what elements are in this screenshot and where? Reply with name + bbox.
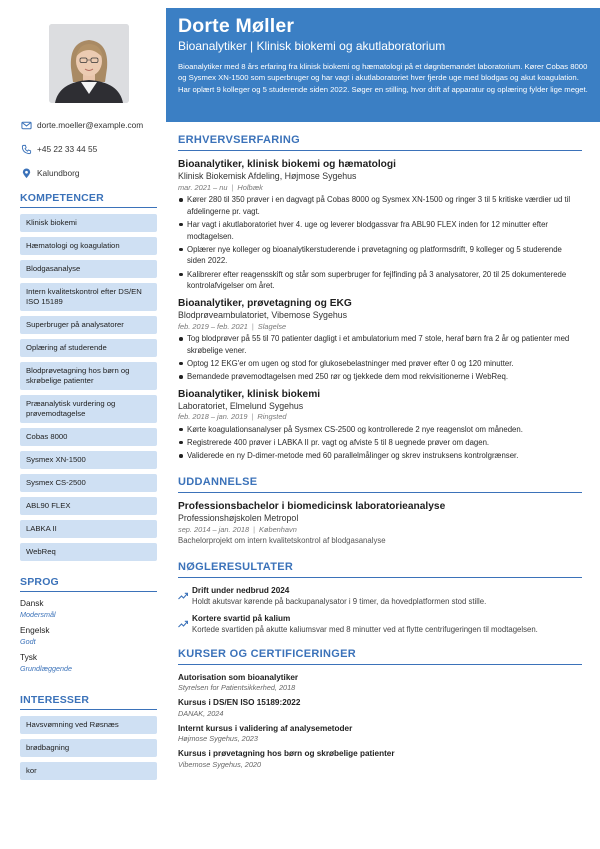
job-bullet: Tog blodprøver på 55 til 70 patienter dagligt i et ambulatorium med 7 stole, heraf børn fra 2 år og patienter med skrøbelige vener. <box>178 333 582 356</box>
competency-chip: Sysmex CS-2500 <box>20 474 157 492</box>
education-title: UDDANNELSE <box>178 476 582 493</box>
education-section <box>178 476 582 547</box>
interest-chip: Havsvømning ved Røsnæs <box>20 716 157 734</box>
competencies-list <box>20 214 157 561</box>
job-bullets <box>178 333 582 383</box>
job-title: Bioanalytiker, prøvetagning og EKG <box>178 298 352 310</box>
language-item <box>20 625 157 646</box>
interest-chip: kor <box>20 762 157 780</box>
job-bullet: Bemandede prøvemodtagelsen med 250 rør og tjekkede dem mod rekvisitionerne i WebReq. <box>178 371 582 383</box>
job-org: Laboratoriet, Elmelund Sygehus <box>178 401 304 412</box>
education-school: Professionshøjskolen Metropol <box>178 513 299 524</box>
languages-section <box>20 576 157 679</box>
sidebar <box>0 0 166 849</box>
education-desc: Bachelorprojekt om intern kvalitetskontrol af blodgasanalyse <box>178 535 386 545</box>
experience-title: ERHVERVSERFARING <box>178 134 582 151</box>
interests-section <box>20 694 157 785</box>
job-entry <box>178 159 582 292</box>
competency-chip: LABKA II <box>20 520 157 538</box>
person-title: Bioanalytiker | Klinisk biokemi og akutlaboratorium <box>178 39 446 54</box>
result-desc: Holdt akutsvar kørende på backupanalysator i 9 timer, da hovedplatformen stod stille. <box>192 597 487 607</box>
contact-location-text: Kalundborg <box>37 168 80 178</box>
job-bullet: Oplærer nye kolleger og bioanalytikerstuderende i prøvetagning og platformsdrift, 9 kolleger og 5 studerende siden 2022. <box>178 244 582 267</box>
result-item <box>178 586 582 608</box>
education-entry <box>178 501 582 547</box>
job-title: Bioanalytiker, klinisk biokemi og hæmatologi <box>178 159 396 170</box>
result-item <box>178 614 582 636</box>
competency-chip: Blodgasanalyse <box>20 260 157 278</box>
language-level: Grundlæggende <box>20 664 72 673</box>
contact-list <box>20 118 160 190</box>
trend-up-icon <box>178 614 192 636</box>
language-name: Engelsk <box>20 625 50 635</box>
language-item <box>20 598 157 619</box>
course-item <box>178 749 582 770</box>
main-column <box>178 134 582 775</box>
result-desc: Kortede svartiden på akutte kaliumsvar med 8 minutter ved at flytte centrifugeringen til modtagelsen. <box>192 625 538 635</box>
job-bullet: Validerede en ny D-dimer-metode med 60 parallelmålinger og skrev instruksens kontrolgrænser. <box>178 450 582 462</box>
competency-chip: Intern kvalitetskontrol efter DS/EN ISO 15189 <box>20 283 157 311</box>
course-meta: Højmose Sygehus, 2023 <box>178 734 258 744</box>
competency-chip: Blodprøvetagning hos børn og skrøbelige patienter <box>20 362 157 390</box>
language-item <box>20 652 157 673</box>
competencies-section <box>20 192 157 566</box>
header-banner <box>166 8 600 122</box>
results-title: NØGLERESULTATER <box>178 561 582 578</box>
contact-phone[interactable] <box>20 142 160 156</box>
language-level: Modersmål <box>20 610 56 619</box>
job-org: Blodprøveambulatoriet, Vibemose Sygehus <box>178 310 348 321</box>
course-item <box>178 724 582 745</box>
job-dates: feb. 2019 – feb. 2021 <box>178 321 248 331</box>
course-meta: Vibemose Sygehus, 2020 <box>178 759 262 769</box>
language-name: Tysk <box>20 652 38 662</box>
job-meta: feb. 2019 – feb. 2021 | Slagelse <box>178 321 287 331</box>
job-bullet: Registrerede 400 prøver i LABKA II pr. vagt og afviste 5 til 8 uegnede prøver om dagen. <box>178 437 582 449</box>
phone-icon <box>20 143 32 155</box>
person-name: Dorte Møller <box>178 15 295 37</box>
job-meta: mar. 2021 – nu | Holbæk <box>178 182 263 192</box>
job-bullets <box>178 194 582 292</box>
results-section <box>178 561 582 636</box>
profile-summary: Bioanalytiker med 8 års erfaring fra klinisk biokemi og hæmatologi på et døgnbemandet laboratorium. Kører Cobas 8000 og Sysmex XN-1500 som superbruger og har vagt i akutlaboratoriet hver fjerde uge med blodgas og akut koagulation. Har oplært 9 kolleger og 5 studerende siden 2022. Søger en stilling, hvor drift af apparatur og oplæring fylder lige meget. <box>178 61 588 94</box>
job-org: Klinisk Biokemisk Afdeling, Højmose Sygehus <box>178 171 357 182</box>
job-bullet: Optog 12 EKG'er om ugen og stod for glukosebelastninger med prøver efter 0 og 120 minutter. <box>178 358 582 370</box>
language-name: Dansk <box>20 598 44 608</box>
competency-chip: WebReq <box>20 543 157 561</box>
contact-email[interactable] <box>20 118 160 132</box>
job-place: Slagelse <box>257 321 287 331</box>
email-icon <box>20 119 32 131</box>
competency-chip: Hæmatologi og koagulation <box>20 237 157 255</box>
competency-chip: Sysmex XN-1500 <box>20 451 157 469</box>
competencies-title: KOMPETENCER <box>20 192 157 208</box>
job-place: Ringsted <box>257 412 287 422</box>
experience-section <box>178 134 582 462</box>
contact-location <box>20 166 160 180</box>
competency-chip: ABL90 FLEX <box>20 497 157 515</box>
education-meta: sep. 2014 – jan. 2018 | København <box>178 524 297 534</box>
course-item <box>178 698 582 719</box>
course-title: Kursus i DS/EN ISO 15189:2022 <box>178 698 301 708</box>
competency-chip: Superbruger på analysatorer <box>20 316 157 334</box>
result-title: Drift under nedbrud 2024 <box>192 585 290 595</box>
result-title: Kortere svartid på kalium <box>192 613 291 623</box>
job-bullet: Kører 280 til 350 prøver i en dagvagt på Cobas 8000 og Sysmex XN-1500 og ringer 3 til 5 kritiske værdier ud til afdelingerne pr. vagt. <box>178 194 582 217</box>
course-title: Kursus i prøvetagning hos børn og skrøbelige patienter <box>178 749 395 759</box>
education-place: København <box>259 524 297 534</box>
job-bullet: Kørte koagulationsanalyser på Sysmex CS-2500 og kontrollerede 2 nye reagenslot om måneden. <box>178 424 582 436</box>
competency-chip: Præanalytisk vurdering og prøvemodtagelse <box>20 395 157 423</box>
job-bullets <box>178 424 582 462</box>
location-icon <box>20 167 32 179</box>
course-meta: Styrelsen for Patientsikkerhed, 2018 <box>178 683 296 693</box>
course-meta: DANAK, 2024 <box>178 708 224 718</box>
course-title: Internt kursus i validering af analysemetoder <box>178 723 353 733</box>
job-dates: mar. 2021 – nu <box>178 182 228 192</box>
job-entry <box>178 389 582 462</box>
contact-phone-text: +45 22 33 44 55 <box>37 144 98 154</box>
job-bullet: Har vagt i akutlaboratoriet hver 4. uge og leverer blodgassvar fra ABL90 FLEX inden for 12 minutter efter modtagelsen. <box>178 219 582 242</box>
trend-up-icon <box>178 586 192 608</box>
education-dates: sep. 2014 – jan. 2018 <box>178 524 250 534</box>
competency-chip: Cobas 8000 <box>20 428 157 446</box>
job-title: Bioanalytiker, klinisk biokemi <box>178 388 321 400</box>
job-meta: feb. 2018 – jan. 2019 | Ringsted <box>178 412 287 422</box>
job-entry <box>178 298 582 383</box>
course-item <box>178 673 582 694</box>
competency-chip: Oplæring af studerende <box>20 339 157 357</box>
courses-title: KURSER OG CERTIFICERINGER <box>178 648 582 665</box>
profile-photo <box>49 24 129 103</box>
course-title: Autorisation som bioanalytiker <box>178 672 299 682</box>
job-dates: feb. 2018 – jan. 2019 <box>178 412 248 422</box>
interest-chip: brødbagning <box>20 739 157 757</box>
job-place: Holbæk <box>237 182 263 192</box>
language-level: Godt <box>20 637 36 646</box>
interests-title: INTERESSER <box>20 694 157 710</box>
languages-title: SPROG <box>20 576 157 592</box>
courses-section <box>178 648 582 770</box>
competency-chip: Klinisk biokemi <box>20 214 157 232</box>
contact-email-text: dorte.moeller@example.com <box>37 120 144 130</box>
job-bullet: Kalibrerer efter reagensskift og står som superbruger for fejlfinding på 3 analysatorer, 20 til 25 dokumenterede kontrolafvigelser om året. <box>178 269 582 292</box>
education-degree: Professionsbachelor i biomedicinsk laboratorieanalyse <box>178 500 446 512</box>
